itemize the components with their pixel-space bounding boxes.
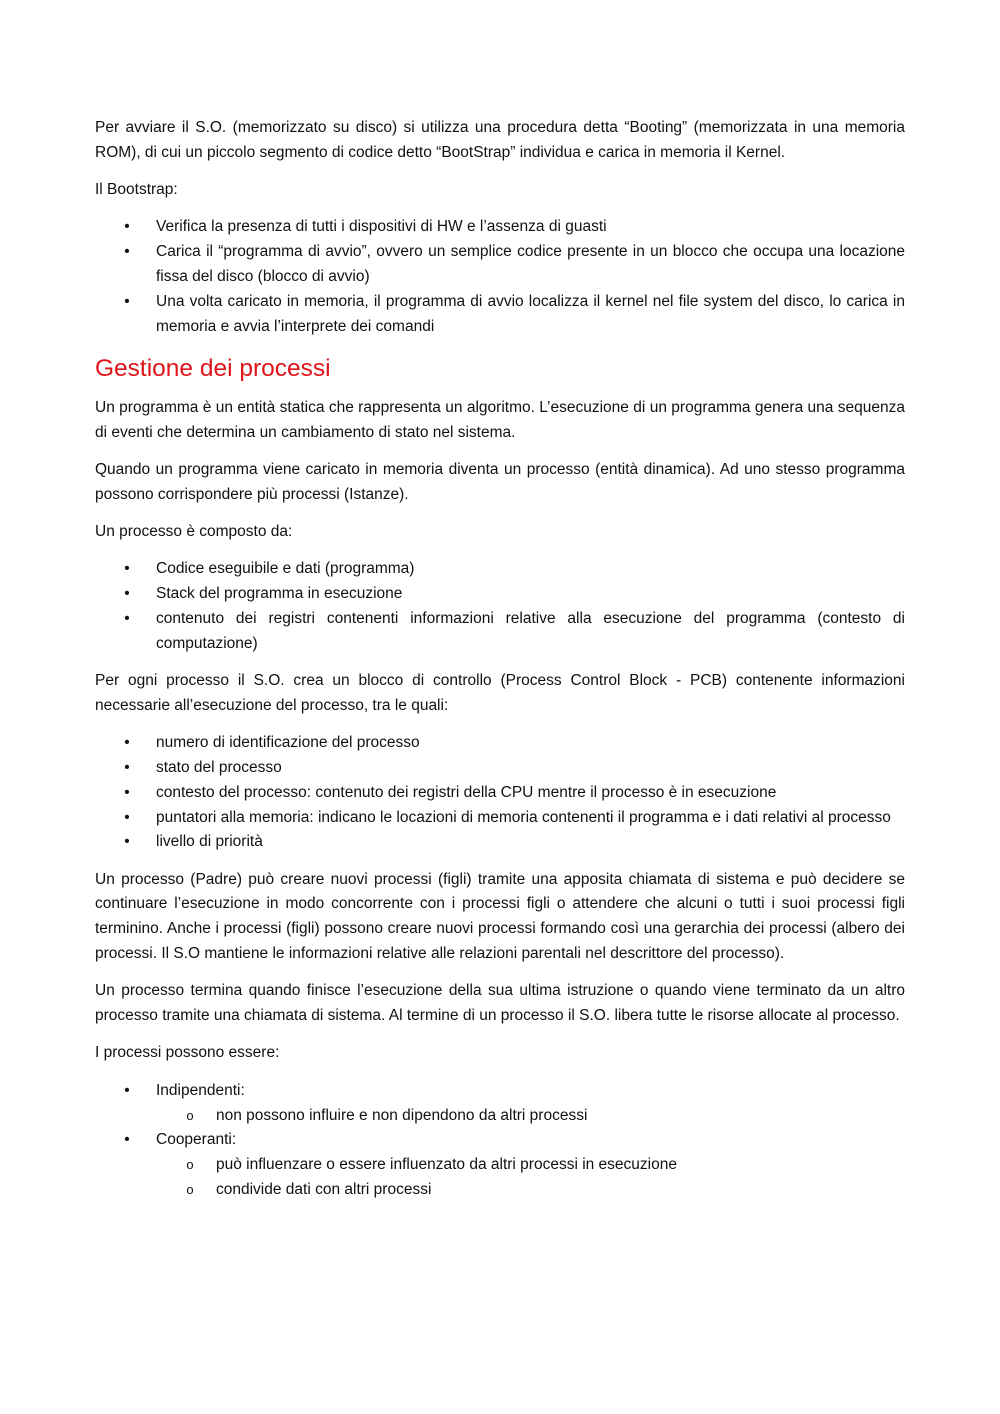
paragraph-parent-child: Un processo (Padre) può creare nuovi processi (figli) tramite una apposita chiamata di sistema e può decidere se continuare l’esecuzione in modo concorrente con i processi figli o attendere che alcuni o tutti i suoi processi figli terminino. Anche i processi (figli) possono creare nuovi processi formando così una gerarchia dei processi (albero dei processi. Il S.O mantiene le informazioni relative alle relazioni parentali nel descrittore del processo). [95, 870, 905, 963]
list-item: • contenuto dei registri contenenti informazioni relative alla esecuzione del programma (contesto di computazione) [95, 607, 905, 657]
bullet-icon: • [124, 783, 130, 801]
hollow-bullet-icon: o [186, 1107, 194, 1123]
sublist-item: o condivide dati con altri processi [95, 1178, 905, 1203]
bullet-icon: • [124, 560, 130, 578]
bullet-icon: • [124, 218, 130, 236]
bullet-icon: • [124, 734, 130, 752]
list-item: • contesto del processo: contenuto dei registri della CPU mentre il processo è in esecuzione [95, 781, 905, 806]
list-item: • Cooperanti: o può influenzare o essere influenzato da altri processi in esecuzione o condivide dati con altri processi [95, 1128, 905, 1202]
paragraph-termination: Un processo termina quando finisce l’esecuzione della sua ultima istruzione o quando viene terminato da un altro processo tramite una chiamata di sistema. Al termine di un processo il S.O. libera tutte le risorse allocate al processo. [95, 982, 905, 1025]
hollow-bullet-icon: o [186, 1157, 194, 1173]
list-item: • puntatori alla memoria: indicano le locazioni di memoria contenenti il programma e i dati relativi al processo [95, 806, 905, 831]
sublist [95, 1153, 905, 1203]
list-item: • numero di identificazione del processo [95, 731, 905, 756]
bullet-icon: • [124, 1131, 130, 1149]
list-item: • livello di priorità [95, 830, 905, 855]
bullet-icon: • [124, 609, 130, 627]
paragraph-bootstrap-intro: Il Bootstrap: [95, 181, 178, 199]
paragraph-process: Quando un programma viene caricato in memoria diventa un processo (entità dinamica). Ad uno stesso programma possono corrispondere più processi (Istanze). [95, 460, 905, 503]
section-heading: Gestione dei processi [95, 354, 331, 382]
sublist-item: o può influenzare o essere influenzato da altri processi in esecuzione [95, 1153, 905, 1178]
bullet-icon: • [124, 292, 130, 310]
bullet-icon: • [124, 1081, 130, 1099]
list-item: • Una volta caricato in memoria, il programma di avvio localizza il kernel nel file system del disco, lo carica in memoria e avvia l’interprete dei comandi [95, 290, 905, 340]
list-item: • stato del processo [95, 756, 905, 781]
list-item: • Stack del programma in esecuzione [95, 582, 905, 607]
composition-list [95, 557, 905, 656]
bullet-icon: • [124, 243, 130, 261]
bootstrap-list [95, 215, 905, 339]
bullet-icon: • [124, 808, 130, 826]
paragraph-pcb: Per ogni processo il S.O. crea un blocco di controllo (Process Control Block - PCB) contenente informazioni necessarie all’esecuzione del processo, tra le quali: [95, 672, 905, 714]
list-item: • Carica il “programma di avvio”, ovvero un semplice codice presente in un blocco che occupa una locazione fissa del disco (blocco di avvio) [95, 240, 905, 290]
paragraph-process-types-intro: I processi possono essere: [95, 1044, 280, 1062]
hollow-bullet-icon: o [186, 1181, 194, 1197]
pcb-list [95, 731, 905, 855]
process-types-list [95, 1079, 905, 1203]
paragraph-composition-intro: Un processo è composto da: [95, 523, 293, 541]
list-item: • Indipendenti: o non possono influire e non dipendono da altri processi [95, 1079, 905, 1129]
list-item: • Codice eseguibile e dati (programma) [95, 557, 905, 582]
bullet-icon: • [124, 758, 130, 776]
sublist [95, 1104, 905, 1129]
sublist-item: o non possono influire e non dipendono da altri processi [95, 1104, 905, 1129]
paragraph-booting: Per avviare il S.O. (memorizzato su disco) si utilizza una procedura detta “Booting” (memorizzata in una memoria ROM), di cui un piccolo segmento di codice detto “BootStrap” individua e carica in memoria il Kernel. [95, 119, 905, 161]
bullet-icon: • [124, 585, 130, 603]
paragraph-program: Un programma è un entità statica che rappresenta un algoritmo. L’esecuzione di un programma genera una sequenza di eventi che determina un cambiamento di stato nel sistema. [95, 398, 905, 441]
list-item: • Verifica la presenza di tutti i dispositivi di HW e l’assenza di guasti [95, 215, 905, 240]
bullet-icon: • [124, 833, 130, 851]
